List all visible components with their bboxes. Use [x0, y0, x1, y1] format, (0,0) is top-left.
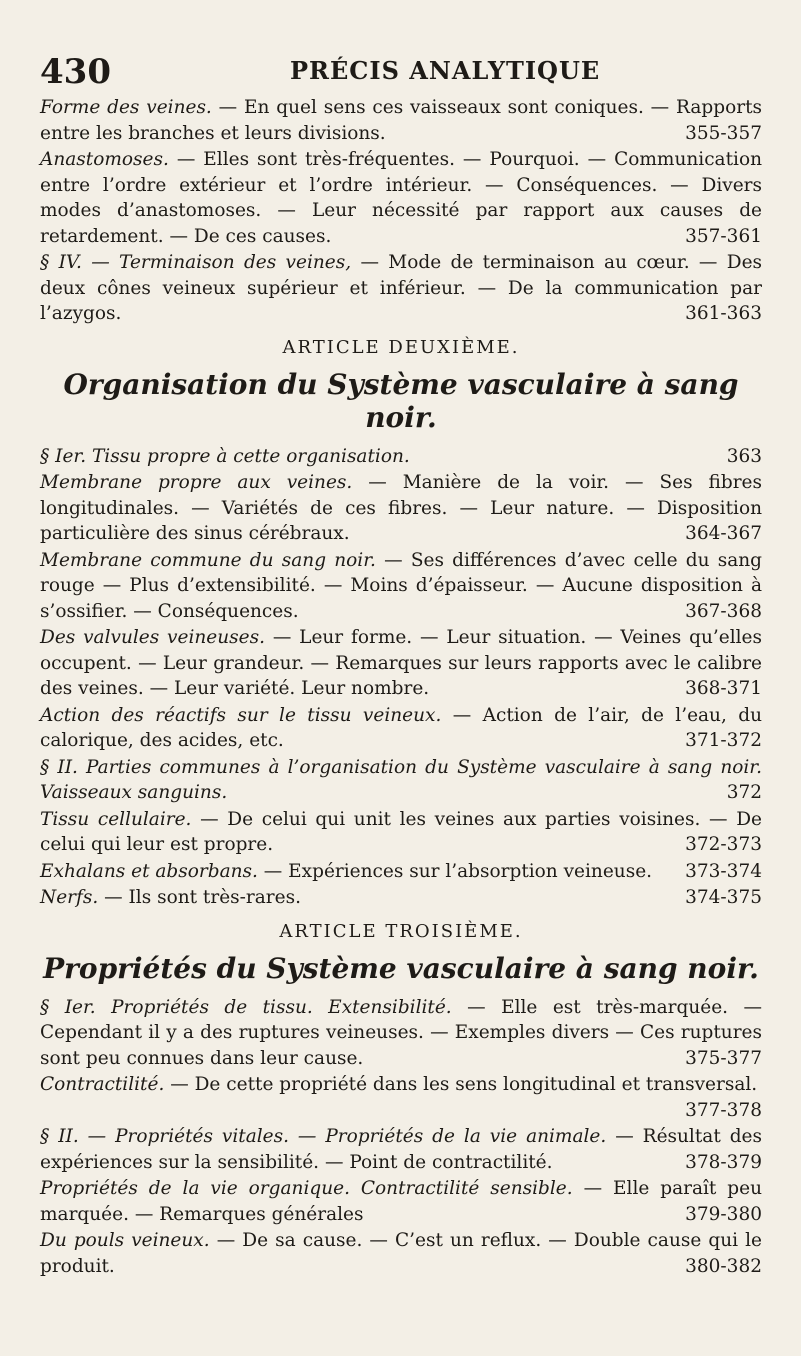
- entry-title: Nerfs.: [40, 887, 99, 908]
- entry-title: Action des réactifs sur le tissu veineux.: [40, 704, 442, 726]
- entry-title: Exhalans et absorbans.: [40, 860, 258, 882]
- entry-pages: 372-373: [685, 834, 762, 855]
- entry-title: Des valvules veineuses.: [40, 627, 265, 648]
- entry-pages: 364-367: [685, 523, 762, 544]
- summary-entry: [40, 755, 762, 806]
- entry-title: Anastomoses.: [40, 149, 169, 170]
- summary-entry: [40, 1124, 762, 1175]
- section-title: Propriétés du Système vasculaire à sang noir.: [43, 951, 759, 985]
- entry-pages: 374-375: [685, 887, 762, 908]
- entry-text: — Leur forme. — Leur situation. — Veines qu’elles occupent. — Leur grandeur. — Remarques sur leurs rapports avec le calibre des veines. — Leur variété. Leur nombre.: [40, 627, 762, 699]
- summary-entry: [40, 995, 762, 1072]
- entry-pages: 375-377: [685, 1047, 762, 1069]
- entry-text: — Action de l’air, de l’eau, du calorique, des acides, etc.: [40, 704, 762, 751]
- entry-text: — Expériences sur l’absorption veineuse.: [263, 860, 653, 882]
- entry-title: Contractilité.: [40, 1074, 165, 1095]
- entry-pages: 372: [726, 782, 762, 803]
- entry-title: § IV. — Terminaison des veines,: [40, 252, 352, 273]
- entry-text: — De sa cause. — C’est un reflux. — Double cause qui le produit.: [40, 1230, 762, 1277]
- summary-entry: [40, 548, 762, 625]
- entry-text: — Mode de terminaison au cœur. — Des deux cônes veineux supérieur et inférieur. — De la communication par l’azygos.: [40, 252, 763, 324]
- entry-text: — Manière de la voir. — Ses fibres longitudinales. — Variétés de ces fibres. — Leur nature. — Disposition particulière des sinus cérébraux.: [40, 472, 763, 544]
- page-number: 430: [40, 52, 111, 92]
- summary-entry: [40, 625, 762, 702]
- entry-text: — En quel sens ces vaisseaux sont coniques. — Rapports entre les branches et leurs divisions.: [40, 97, 762, 144]
- entry-text: — Elle est très-marquée. — Cependant il y a des ruptures veineuses. — Exemples divers — Ces ruptures sont peu connues dans leur cause.: [40, 996, 763, 1069]
- entry-text: — Ses différences d’avec celle du sang rouge — Plus d’extensibilité. — Moins d’épaisseur. — Aucune disposition à s’ossifier. — Conséquences.: [40, 549, 762, 622]
- entry-title: Membrane propre aux veines.: [40, 472, 353, 493]
- article-heading: ARTICLE TROISIÈME.: [279, 920, 523, 942]
- article-heading: ARTICLE DEUXIÈME.: [282, 336, 520, 358]
- summary-entry: [40, 885, 762, 911]
- page-header: [40, 52, 760, 92]
- entry-pages: 361-363: [685, 303, 762, 324]
- entry-pages: 357-361: [685, 225, 762, 247]
- entry-title: Tissu cellulaire.: [40, 808, 192, 830]
- entry-pages: 373-374: [685, 860, 762, 882]
- entry-text: — Elle paraît peu marquée. — Remarques générales: [40, 1178, 763, 1225]
- summary-entry: [40, 1176, 762, 1227]
- entry-pages: 378-379: [685, 1151, 762, 1173]
- entry-title: § II. Parties communes à l’organisation du Système vasculaire à sang noir. Vaisseaux sanguins.: [40, 756, 762, 803]
- summary-entry: [40, 1228, 762, 1279]
- summary-entry: [40, 470, 762, 547]
- summary-entry: [40, 859, 762, 885]
- summary-entry: [40, 1072, 762, 1123]
- entry-text: — De celui qui unit les veines aux parties voisines. — De celui qui leur est propre.: [40, 808, 762, 855]
- entry-pages: 371-372: [685, 730, 762, 751]
- entry-pages: 379-380: [685, 1203, 762, 1225]
- summary-content: [40, 95, 762, 1280]
- entry-pages: 368-371: [685, 678, 762, 699]
- summary-entry: [40, 703, 762, 754]
- entry-text: — Résultat des expériences sur la sensibilité. — Point de contractilité.: [40, 1126, 762, 1173]
- summary-entry: [40, 807, 762, 858]
- summary-entry: [40, 95, 762, 146]
- entry-text: — Ils sont très-rares.: [104, 887, 301, 908]
- entry-title: Du pouls veineux.: [40, 1230, 210, 1251]
- entry-pages: 367-368: [685, 600, 762, 622]
- entry-pages: 377-378: [685, 1099, 762, 1121]
- entry-title: Membrane commune du sang noir.: [40, 549, 376, 571]
- entry-title: § Ier. Propriétés de tissu. Extensibilité.: [40, 996, 452, 1018]
- entry-title: Forme des veines.: [40, 97, 212, 118]
- summary-entry: [40, 147, 762, 249]
- summary-entry: [40, 250, 762, 327]
- entry-pages: 363: [726, 445, 762, 467]
- entry-pages: 380-382: [685, 1255, 762, 1277]
- entry-title: § II. — Propriétés vitales. — Propriétés de la vie animale.: [40, 1126, 607, 1147]
- entry-title: Propriétés de la vie organique. Contractilité sensible.: [40, 1178, 573, 1199]
- section-title: Organisation du Système vasculaire à sang noir.: [63, 367, 739, 434]
- entry-title: § Ier. Tissu propre à cette organisation.: [40, 445, 410, 467]
- entry-text: — Elles sont très-fréquentes. — Pourquoi. — Communication entre l’ordre extérieur et l’ordre intérieur. — Conséquences. — Divers modes d’anastomoses. — Leur nécessité par rapport aux causes de retardement. — De ces causes.: [40, 149, 762, 247]
- running-title: PRÉCIS ANALYTIQUE: [290, 56, 601, 85]
- entry-text: — De cette propriété dans les sens longitudinal et transversal.: [170, 1074, 758, 1095]
- entry-pages: 355-357: [685, 122, 762, 144]
- summary-entry: [40, 444, 762, 470]
